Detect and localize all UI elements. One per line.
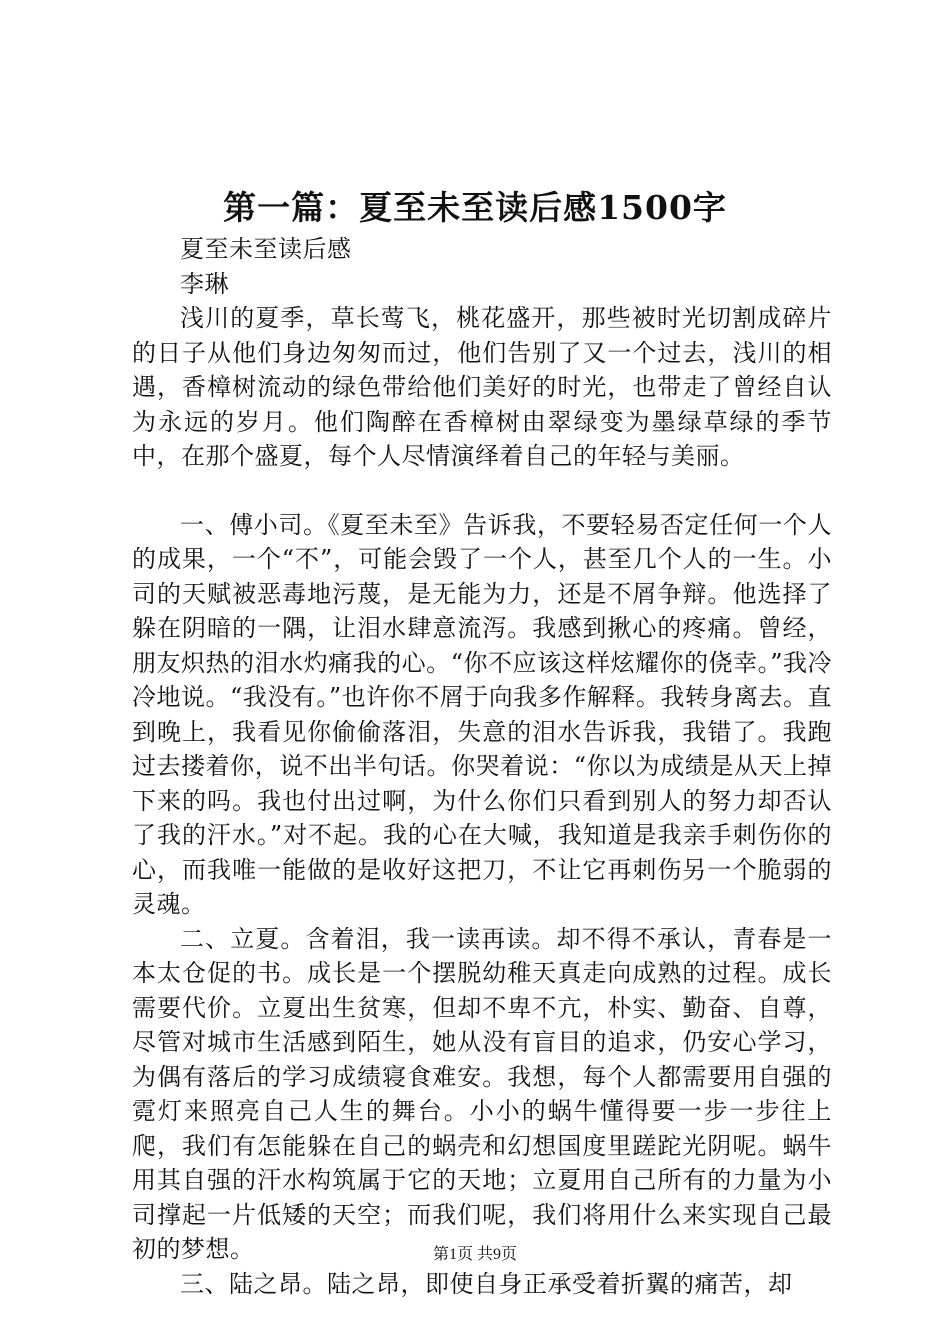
author: 李琳 [180,269,229,298]
document-title: 第一篇：夏至未至读后感1500字 [223,188,727,227]
paragraph-fu-xiaosi: 一、傅小司。《夏至未至》告诉我，不要轻易否定任何一个人的成果，一个“不”，可能会毁了一个人，甚至几个人的一生。小司的天赋被恶毒地污蔑，是无能为力，还是不屑争辩。他选择了躲在阴暗的一隅，让泪水肆意流泻。我感到揪心的疼痛。曾经，朋友炽热的泪水灼痛我的心。“你不应该这样炫耀你的侥幸。”我冷冷地说。“我没有。”也许你不屑于向我多作解释。我转身离去。直到晚上，我看见你偷偷落泪，失意的泪水告诉我，我错了。我跑过去搂着你，说不出半句话。你哭着说：“你以为成绩是从天上掉下来的吗。我也付出过啊，为什么你们只看到别人的努力却否认了我的汗水。”对不起。我的心在大喊，我知道是我亲手刺伤你的心，而我唯一能做的是收好这把刀，不让它再刺伤另一个脆弱的灵魂。 [132,510,832,918]
document-body [132,232,832,1301]
paragraph-li-xia: 二、立夏。含着泪，我一读再读。却不得不承认，青春是一本太仓促的书。成长是一个摆脱幼稚天真走向成熟的过程。成长需要代价。立夏出生贫寒，但却不卑不亢，朴实、勤奋、自尊，尽管对城市生活感到陌生，她从没有盲目的追求，仍安心学习，为偶有落后的学习成绩寝食难安。我想，每个人都需要用自强的霓灯来照亮自己人生的舞台。小小的蜗牛懂得要一步一步往上爬，我们有怎能躲在自己的蜗壳和幻想国度里蹉跎光阴呢。蜗牛用其自强的汗水构筑属于它的天地；立夏用自己所有的力量为小司撑起一片低矮的天空；而我们呢，我们将用什么来实现自己最初的梦想。 [132,924,832,1263]
paragraph-lu-zhiang: 三、陆之昂。陆之昂，即使自身正承受着折翼的痛苦，却 [180,1269,793,1298]
subtitle: 夏至未至读后感 [180,235,352,263]
page-footer: 第1页 共9页 [432,1246,517,1263]
paragraph-intro: 浅川的夏季，草长莺飞，桃花盛开，那些被时光切割成碎片的日子从他们身边匆匆而过，他们告别了又一个过去，浅川的相遇，香樟树流动的绿色带给他们美好的时光，也带走了曾经自认为永远的岁月。他们陶醉在香樟树由翠绿变为墨绿草绿的季节中，在那个盛夏，每个人尽情演绎着自己的年轻与美丽。 [132,304,832,470]
